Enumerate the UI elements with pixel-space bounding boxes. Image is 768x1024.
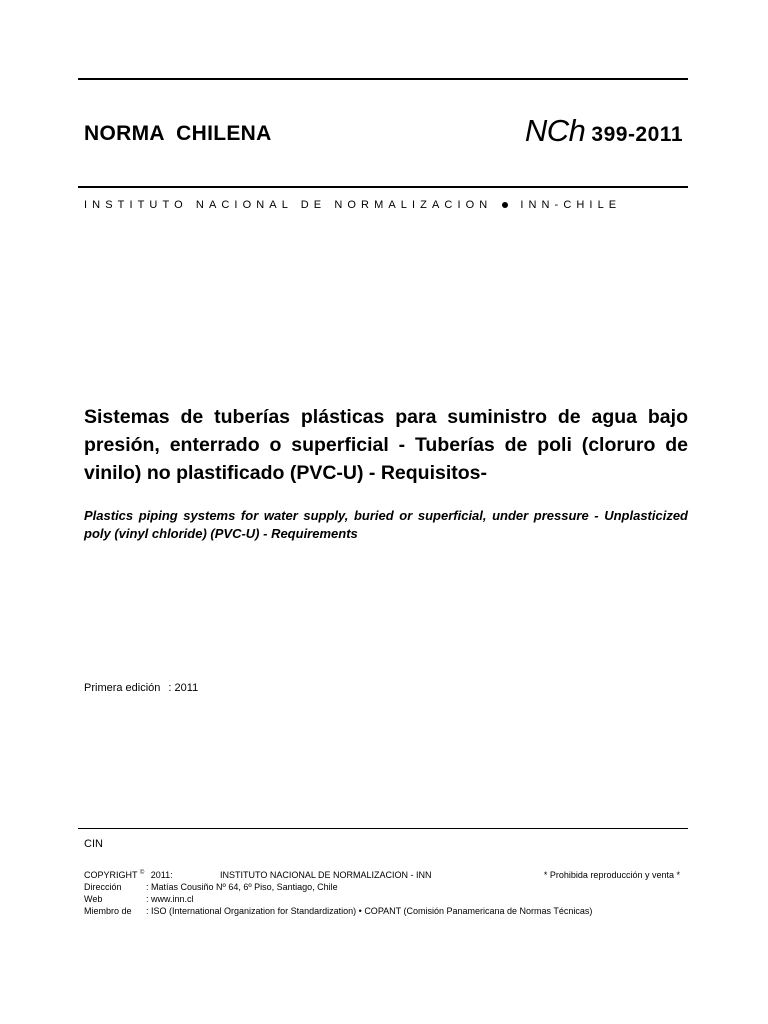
footer-rule (78, 828, 688, 829)
copyright-label: COPYRIGHT (84, 870, 138, 880)
web-line (84, 894, 194, 904)
nch-number: 399-2011 (591, 123, 683, 146)
edition-value: 2011 (174, 682, 199, 694)
institute-line (84, 199, 621, 211)
nch-code: NCh (524, 113, 586, 148)
miembro-line (84, 906, 592, 916)
nch-identifier (525, 113, 683, 149)
copyright-line (84, 870, 173, 880)
miembro-bullet: • (358, 906, 362, 916)
edition-line (84, 682, 198, 694)
web-value: : www.inn.cl (146, 894, 194, 904)
direccion-label: Dirección (84, 882, 122, 892)
title-spanish: Sistemas de tuberías plásticas para suministro de agua bajo presión, enterrado o superficial - Tuberías de poli (cloruro de vinilo) no plastificado (PVC-U) - Requisitos- (84, 406, 688, 484)
prohibida-note: * Prohibida reproducción y venta * (543, 870, 680, 880)
direccion-value: : Matías Cousiño Nº 64, 6º Piso, Santiago, Chile (146, 882, 338, 892)
miembro-label: Miembro de (84, 906, 132, 916)
direccion-line (84, 882, 338, 892)
web-label: Web (84, 894, 103, 904)
top-rule (78, 78, 688, 80)
copyright-org: INSTITUTO NACIONAL DE NORMALIZACION - INN (220, 870, 432, 880)
norma-chilena-heading: NORMA CHILENA (84, 122, 272, 145)
edition-label: Primera edición (84, 682, 161, 694)
miembro-iso: : ISO (International Organization for Standardization) (146, 906, 357, 916)
institute-name: INSTITUTO NACIONAL DE NORMALIZACION (84, 199, 493, 211)
miembro-copant: COPANT (Comisión Panamericana de Normas Técnicas) (364, 906, 593, 916)
copyright-year: 2011: (150, 870, 173, 880)
title-english: Plastics piping systems for water supply, buried or superficial, under pressure - Unplasticized poly (vinyl chloride) (PVC-U) - Requirements (84, 508, 688, 541)
bullet-icon (502, 202, 508, 208)
institute-abbrev: INN-CHILE (520, 199, 622, 211)
header-rule (78, 186, 688, 188)
cin-label: CIN (84, 838, 103, 850)
edition-separator: : (168, 682, 172, 694)
copyright-symbol: © (139, 870, 145, 876)
